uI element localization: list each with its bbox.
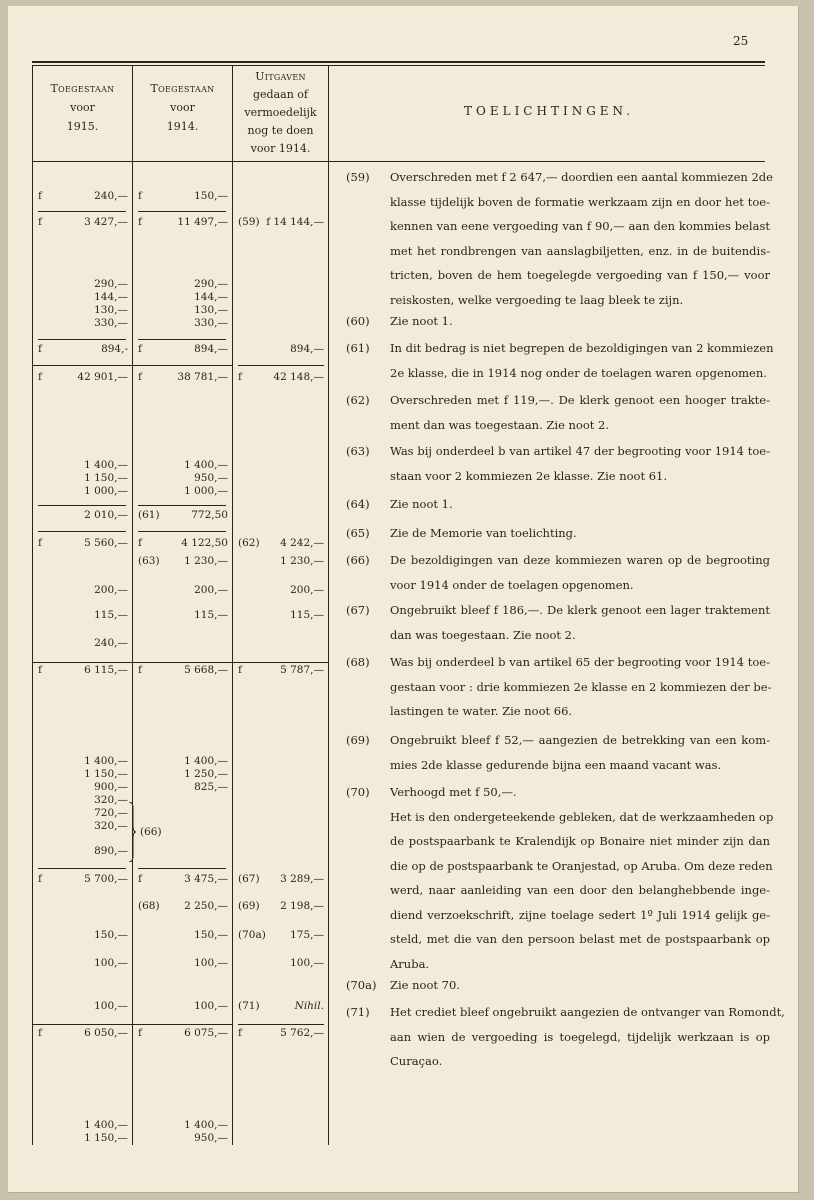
note-reference: (61)	[138, 509, 160, 521]
rule	[38, 211, 126, 212]
amount-value: 1 250,—	[184, 768, 228, 780]
amount-value: 150,—	[194, 929, 228, 941]
header-col-1-line: voor	[70, 101, 95, 114]
amount-value: 42 901,—	[77, 371, 128, 383]
note-text-line: Ongebruikt bleef f 186,—. De klerk genoot een lager traktement	[390, 603, 770, 617]
col-separator-2	[232, 65, 233, 1145]
rule	[38, 339, 126, 340]
header-col-3-line: nog te doen	[247, 124, 314, 137]
amount-value: 2 250,—	[184, 900, 228, 912]
note-number: (61)	[346, 341, 370, 355]
florin-sign: f	[38, 190, 42, 202]
brace-reference: (66)	[140, 826, 162, 838]
amount-value: 890,—	[94, 845, 128, 857]
amount-value: 894,-	[101, 343, 128, 355]
amount-value: 144,—	[194, 291, 228, 303]
note-number: (70a)	[346, 978, 377, 992]
note-text-line: Was bij onderdeel b van artikel 65 der begrooting voor 1914 toe-	[390, 655, 770, 669]
florin-sign: f	[38, 343, 42, 355]
amount-value: 1 230,—	[280, 555, 324, 567]
amount-value: 100,—	[94, 1000, 128, 1012]
florin-sign: f	[38, 873, 42, 885]
note-text-line: met het rondbrengen van aanslagbiljetten, enz. in de buitendis-	[390, 243, 770, 258]
rule	[138, 531, 226, 532]
note-text-line: De bezoldigingen van deze kommiezen waren op de begrooting	[390, 553, 770, 567]
note-reference: (59)	[238, 216, 260, 228]
note-text-line: dan was toegestaan. Zie noot 2.	[390, 627, 576, 642]
amount-value: 4 242,—	[280, 537, 324, 549]
florin-sign: f	[238, 664, 242, 676]
note-text-line: klasse tijdelijk boven de formatie werkzaam zijn en door het toe-	[390, 194, 770, 209]
note-reference: (62)	[238, 537, 260, 549]
header-col-3-line: Uitgaven	[255, 70, 306, 83]
amount-value: 1 150,—	[84, 472, 128, 484]
note-text-line: mies 2de klasse gedurende bijna een maand vacant was.	[390, 757, 722, 772]
top-rule-thin	[32, 65, 765, 66]
note-text-line: Zie noot 70.	[390, 978, 460, 992]
header-col-3-line: vermoedelijk	[244, 106, 317, 119]
amount-value: 1 150,—	[84, 1132, 128, 1144]
amount-value: 3 475,—	[184, 873, 228, 885]
amount-value: 100,—	[290, 957, 324, 969]
amount-value: f 14 144,—	[266, 216, 324, 228]
note-number: (68)	[346, 655, 370, 669]
note-number: (62)	[346, 393, 370, 407]
header-col-2-line: 1914.	[166, 120, 199, 133]
florin-sign: f	[138, 664, 142, 676]
amount-value: 1 230,—	[184, 555, 228, 567]
note-number: (65)	[346, 526, 370, 540]
note-text-line: Aruba.	[390, 956, 430, 971]
header-col-1-line: 1915.	[66, 120, 99, 133]
amount-value: 1 400,—	[184, 1119, 228, 1131]
note-text-line: gestaan voor : drie kommiezen 2e klasse en 2 kommiezen der be-	[390, 679, 772, 694]
amount-value: 100,—	[194, 957, 228, 969]
rule	[33, 1024, 132, 1025]
florin-sign: f	[238, 1027, 242, 1039]
amount-value: 130,—	[194, 304, 228, 316]
note-reference: (71)	[238, 1000, 260, 1012]
note-text-line: Was bij onderdeel b van artikel 47 der begrooting voor 1914 toe-	[390, 444, 770, 458]
note-text-line: reiskosten, welke vergoeding te laag bleek te zijn.	[390, 292, 684, 307]
header-col-2	[133, 79, 232, 136]
rule	[133, 662, 232, 663]
curly-brace-icon	[129, 802, 136, 862]
note-text-line: aan wien de vergoeding is toegelegd, tijdelijk werkzaan is op	[390, 1029, 770, 1044]
rule	[138, 505, 226, 506]
amount-value: 115,—	[194, 609, 228, 621]
rule	[238, 365, 324, 366]
amount-value: 3 289,—	[280, 873, 324, 885]
florin-sign: f	[138, 1027, 142, 1039]
florin-sign: f	[138, 873, 142, 885]
amount-value: 290,—	[194, 278, 228, 290]
florin-sign: f	[38, 216, 42, 228]
amount-value: 5 762,—	[280, 1027, 324, 1039]
amount-value: 6 050,—	[84, 1027, 128, 1039]
note-reference: (69)	[238, 900, 260, 912]
amount-value: 330,—	[94, 317, 128, 329]
amount-value: 200,—	[290, 584, 324, 596]
note-text-line: diend verzoekschrift, zijne toelage sedert 1º Juli 1914 gelijk ge-	[390, 907, 770, 922]
header-col-2-line: voor	[170, 101, 195, 114]
amount-value: 5 668,—	[184, 664, 228, 676]
col-separator-3	[328, 65, 329, 1145]
rule	[133, 365, 232, 366]
amount-value: 3 427,—	[84, 216, 128, 228]
rule	[138, 868, 226, 869]
rule	[138, 211, 226, 212]
note-text-line: Zie de Memorie van toelichting.	[390, 526, 577, 540]
note-text-line: Overschreden met f 119,—. De klerk genoot een hooger trakte-	[390, 393, 770, 407]
amount-value: 5 560,—	[84, 537, 128, 549]
amount-value: 115,—	[94, 609, 128, 621]
rule	[133, 1024, 232, 1025]
amount-value: 100,—	[194, 1000, 228, 1012]
amount-value: 240,—	[94, 190, 128, 202]
florin-sign: f	[38, 664, 42, 676]
amount-value: 330,—	[194, 317, 228, 329]
header-col-2-line: Toegestaan	[150, 82, 215, 95]
note-reference: (67)	[238, 873, 260, 885]
amount-value: 240,—	[94, 637, 128, 649]
amount-value: 5 787,—	[280, 664, 324, 676]
note-text-line: de postspaarbank te Kralendijk op Bonaire niet minder zijn dan	[390, 834, 770, 848]
note-text-line: werd, naar aanleiding van een door den belanghebbende inge-	[390, 883, 770, 897]
note-number: (71)	[346, 1005, 370, 1019]
amount-value: 4 122,50	[181, 537, 228, 549]
note-number: (60)	[346, 314, 370, 328]
amount-value: 42 148,—	[273, 371, 324, 383]
header-col-3	[233, 68, 328, 158]
header-col-3-line: gedaan of	[253, 88, 308, 101]
header-bottom-rule	[32, 161, 765, 162]
note-reference: (68)	[138, 900, 160, 912]
rule	[33, 662, 132, 663]
amount-value: 1 000,—	[184, 485, 228, 497]
note-number: (70)	[346, 785, 370, 799]
amount-value: 894,—	[194, 343, 228, 355]
note-text-line: ment dan was toegestaan. Zie noot 2.	[390, 417, 610, 432]
amount-value: 2 010,—	[84, 509, 128, 521]
florin-sign: f	[138, 537, 142, 549]
rule	[238, 1024, 324, 1025]
col-border-left	[32, 65, 33, 1145]
amount-value: 100,—	[94, 957, 128, 969]
amount-value: 320,—	[94, 794, 128, 806]
florin-sign: f	[38, 1027, 42, 1039]
amount-value: 150,—	[94, 929, 128, 941]
note-text-line: 2e klasse, die in 1914 nog onder de toelagen waren opgenomen.	[390, 365, 767, 380]
amount-value: 175,—	[290, 929, 324, 941]
header-col-1	[33, 79, 132, 136]
amount-value: 5 700,—	[84, 873, 128, 885]
amount-value: 1 000,—	[84, 485, 128, 497]
amount-value: 720,—	[94, 807, 128, 819]
amount-value: 115,—	[290, 609, 324, 621]
amount-value: 825,—	[194, 781, 228, 793]
note-text-line: tricten, boven de hem toegelegde vergoeding van f 150,— voor	[390, 268, 770, 282]
page-number: 25	[733, 34, 749, 48]
note-text-line: steld, met die van den persoon belast met de postspaarbank op	[390, 932, 770, 946]
note-text-line: Overschreden met f 2 647,— doordien een aantal kommiezen 2de	[390, 170, 773, 184]
note-text-line: Het crediet bleef ongebruikt aangezien de ontvanger van Romondt,	[390, 1005, 785, 1019]
note-number: (64)	[346, 497, 370, 511]
note-text-line: kennen van eene vergoeding van f 90,— aan den kommies belast	[390, 219, 770, 233]
amount-value: 1 400,—	[84, 1119, 128, 1131]
note-reference: (70a)	[238, 929, 266, 941]
note-text-line: die op de postspaarbank te Oranjestad, op Aruba. Om deze reden	[390, 858, 773, 873]
note-reference: (63)	[138, 555, 160, 567]
florin-sign: f	[138, 190, 142, 202]
amount-value: 2 198,—	[280, 900, 324, 912]
florin-sign: f	[138, 216, 142, 228]
amount-value: 11 497,—	[177, 216, 228, 228]
amount-value: 144,—	[94, 291, 128, 303]
note-number: (59)	[346, 170, 370, 184]
rule	[38, 531, 126, 532]
florin-sign: f	[38, 371, 42, 383]
note-number: (66)	[346, 553, 370, 567]
note-text-line: Curaçao.	[390, 1054, 443, 1068]
note-text-line: staan voor 2 kommiezen 2e klasse. Zie noot 61.	[390, 468, 668, 483]
amount-value: 950,—	[194, 1132, 228, 1144]
note-text-line: In dit bedrag is niet begrepen de bezoldigingen van 2 kommiezen	[390, 341, 774, 355]
note-text-line: Verhoogd met f 50,—.	[390, 785, 517, 799]
amount-value: 6 075,—	[184, 1027, 228, 1039]
header-col-3-line: voor 1914.	[250, 142, 311, 155]
amount-value: 1 400,—	[84, 755, 128, 767]
florin-sign: f	[238, 371, 242, 383]
florin-sign: f	[38, 537, 42, 549]
florin-sign: f	[138, 343, 142, 355]
amount-value: 1 400,—	[184, 755, 228, 767]
top-rule-thick	[32, 61, 765, 63]
amount-value: 150,—	[194, 190, 228, 202]
note-number: (63)	[346, 444, 370, 458]
note-number: (69)	[346, 733, 370, 747]
header-col-1-line: Toegestaan	[50, 82, 115, 95]
toelichtingen-heading: TOELICHTINGEN.	[464, 104, 635, 118]
amount-value: 200,—	[194, 584, 228, 596]
amount-value: 1 150,—	[84, 768, 128, 780]
amount-value: 772,50	[191, 509, 228, 521]
rule	[33, 365, 132, 366]
amount-value: 894,—	[290, 343, 324, 355]
note-text-line: voor 1914 onder de toelagen opgenomen.	[390, 577, 634, 592]
note-text-line: lastingen te water. Zie noot 66.	[390, 704, 573, 718]
amount-value: Nihil.	[294, 1000, 324, 1012]
note-text-line: Zie noot 1.	[390, 497, 453, 511]
amount-value: 6 115,—	[84, 664, 128, 676]
amount-value: 38 781,—	[177, 371, 228, 383]
florin-sign: f	[138, 371, 142, 383]
rule	[233, 662, 328, 663]
amount-value: 950,—	[194, 472, 228, 484]
amount-value: 130,—	[94, 304, 128, 316]
amount-value: 200,—	[94, 584, 128, 596]
amount-value: 900,—	[94, 781, 128, 793]
rule	[38, 505, 126, 506]
note-text-line: Ongebruikt bleef f 52,— aangezien de betrekking van een kom-	[390, 733, 770, 747]
note-number: (67)	[346, 603, 370, 617]
note-text-line: Zie noot 1.	[390, 314, 453, 328]
col-separator-1	[132, 65, 133, 1145]
amount-value: 320,—	[94, 820, 128, 832]
amount-value: 1 400,—	[184, 459, 228, 471]
rule	[38, 868, 126, 869]
rule	[138, 339, 226, 340]
amount-value: 290,—	[94, 278, 128, 290]
note-text-line: Het is den ondergeteekende gebleken, dat de werkzaamheden op	[390, 809, 774, 824]
amount-value: 1 400,—	[84, 459, 128, 471]
